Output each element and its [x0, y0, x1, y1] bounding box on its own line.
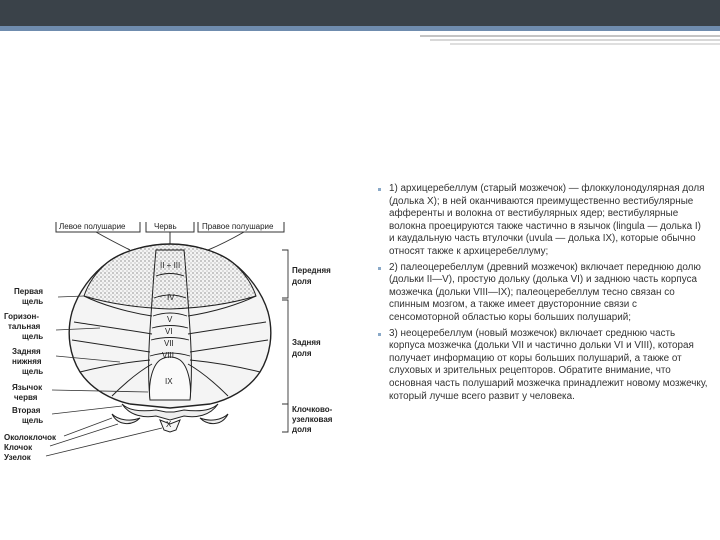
bullet-icon	[378, 188, 381, 191]
bullet-icon	[378, 333, 381, 336]
flocculus-label: Клочок	[4, 443, 33, 452]
header-vermis: Червь	[154, 222, 177, 231]
nodulus-label: Узелок	[4, 453, 31, 462]
left-labels	[4, 287, 57, 462]
paraflocculus-label: Околоклочок	[4, 433, 56, 442]
paleocerebellum-text: 2) палеоцеребеллум (древний мозжечок) включает переднюю долю (дольки II—V), простую дольку (долька VI) и заднюю часть корпуса мозжечка (дольки VIII—IX); палеоцеребеллум тесно связан со спинным мозгом, а также имеет двусторонние связи с сенсомоторной областью коры больших полушарий;	[389, 261, 701, 323]
lobule-ix-label: IX	[165, 377, 173, 386]
neocerebellum-text: 3) неоцеребеллум (новый мозжечок) включает среднюю часть корпуса мозжечка (дольки VII и частично дольки VI и VIII), которая получает информацию от коры больших полушарий, а также от слуховых и зрительных рецепторов. Обратите внимание, что основная часть полушарий мозжечка принадлежит новому мозжечку, который лучше всего развит у человека.	[389, 327, 708, 402]
horizontal-fissure-label-3: щель	[22, 332, 44, 341]
archicerebellum-text: 1) архицеребеллум (старый мозжечок) — флоккулонодулярная доля (долька X); в ней оканчиваются преимущественно вестибулярные афференты и волокна от вестибулярных ядер; вестибулярные волокна проецируются также частично в язычок (lingula — долька I) и каудальную часть втулочки (uvula — долька IX), которые обычно относят также к архицеребеллуму;	[389, 183, 705, 257]
first-fissure-label-2: щель	[22, 297, 44, 306]
cerebellum-divisions-text	[378, 183, 708, 406]
lobule-vii-label: VII	[164, 339, 174, 348]
header-left-hemisphere: Левое полушарие	[59, 222, 126, 231]
posterior-lobe-label-2: доля	[292, 349, 312, 358]
lobule-vi-label: VI	[165, 327, 173, 336]
second-fissure-label-2: щель	[22, 416, 44, 425]
lobule-iv-label: IV	[167, 293, 175, 302]
flocculonodular-lobe-label-3: доля	[292, 425, 312, 434]
first-fissure-label-1: Первая	[14, 287, 44, 296]
lobule-viii-label: VIII	[162, 351, 175, 360]
uvula-label-1: Язычок	[12, 383, 43, 392]
right-brackets	[282, 250, 288, 432]
flocculonodular-lobe-label-1: Клочково-	[292, 405, 333, 414]
uvula-label-2: червя	[14, 393, 38, 402]
posterior-lower-fissure-label-3: щель	[22, 367, 44, 376]
lobule-v-label: V	[167, 315, 173, 324]
archicerebellum-item	[378, 183, 708, 259]
lobule-ii-iii-label: II + III	[160, 261, 181, 270]
posterior-lower-fissure-label-1: Задняя	[12, 347, 41, 356]
posterior-lower-fissure-label-2: нижняя	[12, 357, 42, 366]
neocerebellum-item	[378, 328, 708, 404]
right-labels	[292, 266, 333, 434]
lobule-x-label: X	[166, 420, 172, 429]
header-right-hemisphere: Правое полушарие	[202, 222, 274, 231]
bullet-icon	[378, 267, 381, 270]
posterior-lobe-label-1: Задняя	[292, 338, 321, 347]
flocculonodular-lobe-label-2: узелковая	[292, 415, 333, 424]
anterior-lobe-label-2: доля	[292, 277, 312, 286]
horizontal-fissure-label-2: тальная	[8, 322, 41, 331]
second-fissure-label-1: Вторая	[12, 406, 41, 415]
paleocerebellum-item	[378, 262, 708, 325]
horizontal-fissure-label-1: Горизон-	[4, 312, 39, 321]
anterior-lobe-label-1: Передняя	[292, 266, 331, 275]
